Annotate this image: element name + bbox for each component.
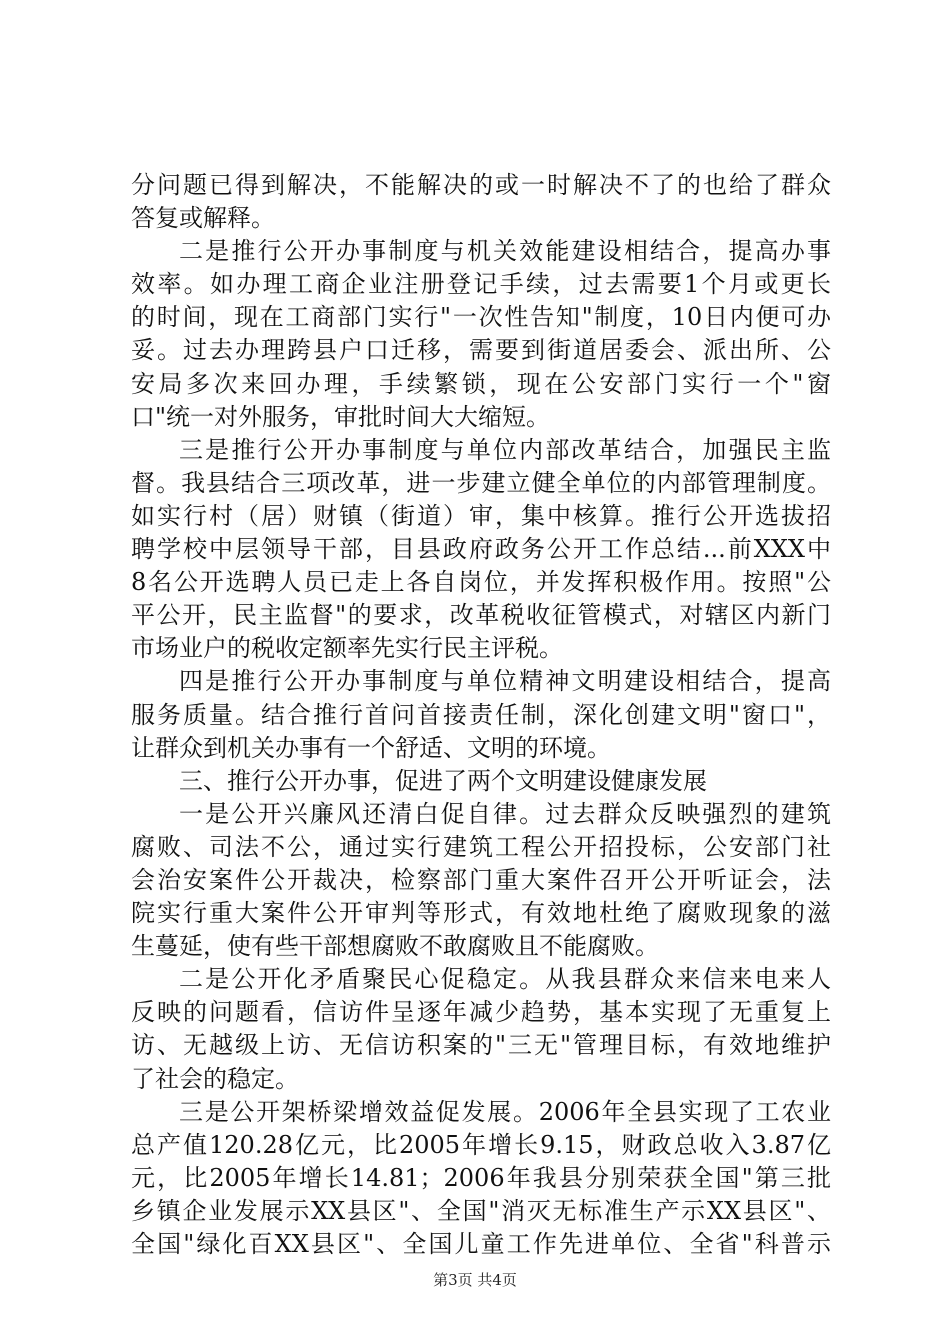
- paragraph-start-line: 一是公开兴廉风还清白促自律。过去群众反映强烈的建筑: [179, 799, 831, 828]
- text-line: 的时间，现在工商部门实行"一次性告知"制度，10日内便可办: [131, 303, 831, 332]
- text-line: 妥。过去办理跨县户口迁移，需要到街道居委会、派出所、公: [131, 336, 831, 365]
- paragraph-start-line: 二是公开化矛盾聚民心促稳定。从我县群众来信来电来人: [179, 965, 831, 994]
- text-line: 服务质量。结合推行首问首接责任制，深化创建文明"窗口"，: [131, 700, 831, 729]
- text-line: 效率。如办理工商企业注册登记手续，过去需要1个月或更长: [131, 270, 831, 299]
- text-line: 安局多次来回办理，手续繁锁，现在公安部门实行一个"窗: [131, 369, 831, 398]
- text-line: 平公开，民主监督"的要求，改革税收征管模式，对辖区内新门: [131, 601, 831, 630]
- text-line: 如实行村（居）财镇（街道）审，集中核算。推行公开选拔招: [131, 501, 831, 530]
- text-line: 全国"绿化百XX县区"、全国儿童工作先进单位、全省"科普示: [131, 1230, 831, 1258]
- text-line: 分问题已得到解决，不能解决的或一时解决不了的也给了群众: [131, 171, 831, 199]
- text-line: 了社会的稳定。: [131, 1064, 299, 1093]
- text-line: 生蔓延，使有些干部想腐败不敢腐败且不能腐败。: [131, 932, 659, 961]
- paragraph-start-line: 二是推行公开办事制度与机关效能建设相结合，提高办事: [179, 237, 831, 266]
- text-line: 反映的问题看，信访件呈逐年减少趋势，基本实现了无重复上: [131, 998, 831, 1027]
- text-line: 元，比2005年增长14.81；2006年我县分别荣获全国"第三批: [131, 1163, 831, 1192]
- text-line: 院实行重大案件公开审判等形式，有效地杜绝了腐败现象的滋: [131, 899, 831, 928]
- text-line: 访、无越级上访、无信访积案的"三无"管理目标，有效地维护: [131, 1031, 831, 1060]
- text-line: 乡镇企业发展示XX县区"、全国"消灭无标准生产示XX县区"、: [131, 1196, 831, 1225]
- text-line: 腐败、司法不公，通过实行建筑工程公开招投标，公安部门社: [131, 832, 831, 861]
- paragraph-start-line: 三是推行公开办事制度与单位内部改革结合，加强民主监: [179, 435, 831, 464]
- text-line: 让群众到机关办事有一个舒适、文明的环境。: [131, 733, 611, 762]
- text-line: 总产值120.28亿元，比2005年增长9.15，财政总收入3.87亿: [131, 1130, 831, 1159]
- text-line: 督。我县结合三项改革，进一步建立健全单位的内部管理制度。: [131, 468, 831, 497]
- text-line: 会治安案件公开裁决，检察部门重大案件召开公开听证会，法: [131, 865, 831, 894]
- text-line: 口"统一对外服务，审批时间大大缩短。: [131, 402, 551, 431]
- section-heading: 三、推行公开办事，促进了两个文明建设健康发展: [179, 766, 707, 795]
- text-line: 答复或解释。: [131, 204, 275, 233]
- page-number: 第3页 共4页: [433, 1271, 517, 1289]
- text-line: 8名公开选聘人员已走上各自岗位，并发挥积极作用。按照"公: [131, 568, 831, 597]
- page-footer: [0, 1270, 950, 1290]
- paragraph-start-line: 三是公开架桥梁增效益促发展。2006年全县实现了工农业: [179, 1097, 831, 1126]
- text-line: 市场业户的税收定额率先实行民主评税。: [131, 634, 563, 663]
- paragraph-start-line: 四是推行公开办事制度与单位精神文明建设相结合，提高: [179, 667, 831, 696]
- document-body: [131, 170, 831, 1262]
- text-line: 聘学校中层领导干部，目县政府政务公开工作总结...前XXX中: [131, 535, 831, 564]
